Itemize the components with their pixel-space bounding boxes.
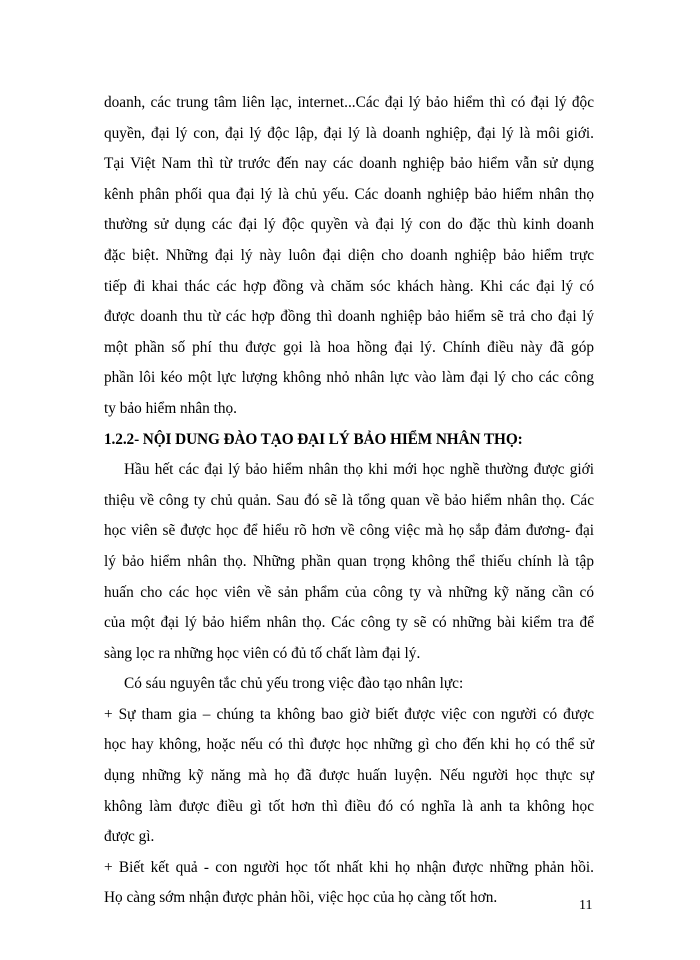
text-line: thường sử dụng các đại lý độc quyền và đại lý con do đặc thù kinh doanh <box>104 216 594 234</box>
text-line: một phần số phí thu được gọi là hoa hồng đại lý. Chính điều này đã góp <box>104 338 594 356</box>
text-line: dụng những kỹ năng mà họ đã được huấn luyện. Nếu người học thực sự <box>104 767 594 785</box>
text-line: quyền, đại lý con, đại lý độc lập, đại lý là doanh nghiệp, đại lý là môi giới. <box>104 124 594 142</box>
text-line: được gì. <box>104 828 155 846</box>
text-line: đặc biệt. Những đại lý này luôn đại diện cho doanh nghiệp bảo hiểm trực <box>104 246 594 264</box>
document-page <box>104 88 594 914</box>
text-line: Có sáu nguyên tắc chủ yếu trong việc đào tạo nhân lực: <box>124 675 464 693</box>
bullet-participation <box>104 700 594 853</box>
paragraph-principles-intro <box>104 669 594 700</box>
text-line: huấn cho các học viên về sản phẩm của công ty và những kỹ năng cần có <box>104 583 594 601</box>
section-heading: 1.2.2- NỘI DUNG ĐÀO TẠO ĐẠI LÝ BẢO HIỂM NHÂN THỌ: <box>104 430 523 448</box>
text-line: học viên sẽ được học để hiểu rõ hơn về công việc mà họ sắp đảm đương- đại <box>104 522 594 540</box>
text-line: lý bảo hiểm nhân thọ. Những phần quan trọng không thể thiếu chính là tập <box>104 552 594 570</box>
text-line: + Biết kết quả - con người học tốt nhất khi họ nhận được những phản hồi. <box>104 858 594 876</box>
paragraph-training-content <box>104 455 594 669</box>
paragraph-distribution-channels <box>104 88 594 425</box>
text-line: ty bảo hiểm nhân thọ. <box>104 399 237 417</box>
text-line: thiệu về công ty chủ quản. Sau đó sẽ là tổng quan về bảo hiểm nhân thọ. Các <box>104 491 594 509</box>
text-line: Hầu hết các đại lý bảo hiểm nhân thọ khi mới học nghề thường được giới <box>124 461 594 479</box>
text-line: + Sự tham gia – chúng ta không bao giờ biết được việc con người có được <box>104 705 594 723</box>
text-line: của một đại lý bảo hiểm nhân thọ. Các công ty sẽ có những bài kiểm tra để <box>104 614 594 632</box>
bullet-knowing-results <box>104 853 594 914</box>
text-line: học hay không, hoặc nếu có thì được học những gì cho đến khi họ có thể sử <box>104 736 594 754</box>
text-line: Họ càng sớm nhận được phản hồi, việc học của họ càng tốt hơn. <box>104 889 498 907</box>
text-line: doanh, các trung tâm liên lạc, internet...Các đại lý bảo hiểm thì có đại lý độc <box>104 94 594 111</box>
text-line: sàng lọc ra những học viên có đủ tố chất làm đại lý. <box>104 644 421 662</box>
page-number: 11 <box>579 898 593 913</box>
text-line: phần lôi kéo một lực lượng không nhỏ nhân lực vào làm đại lý cho các công <box>104 369 594 387</box>
text-line: Tại Việt Nam thì từ trước đến nay các doanh nghiệp bảo hiểm vẫn sử dụng <box>104 155 594 173</box>
text-line: tiếp đi khai thác các hợp đồng và chăm sóc khách hàng. Khi các đại lý có <box>104 277 594 295</box>
text-line: kênh phân phối qua đại lý là chủ yếu. Các doanh nghiệp bảo hiểm nhân thọ <box>104 185 594 203</box>
text-line: không làm được điều gì tốt hơn thì điều đó có nghĩa là anh ta không học <box>104 797 594 815</box>
text-line: được doanh thu từ các hợp đồng thì doanh nghiệp bảo hiểm sẽ trả cho đại lý <box>104 308 594 326</box>
